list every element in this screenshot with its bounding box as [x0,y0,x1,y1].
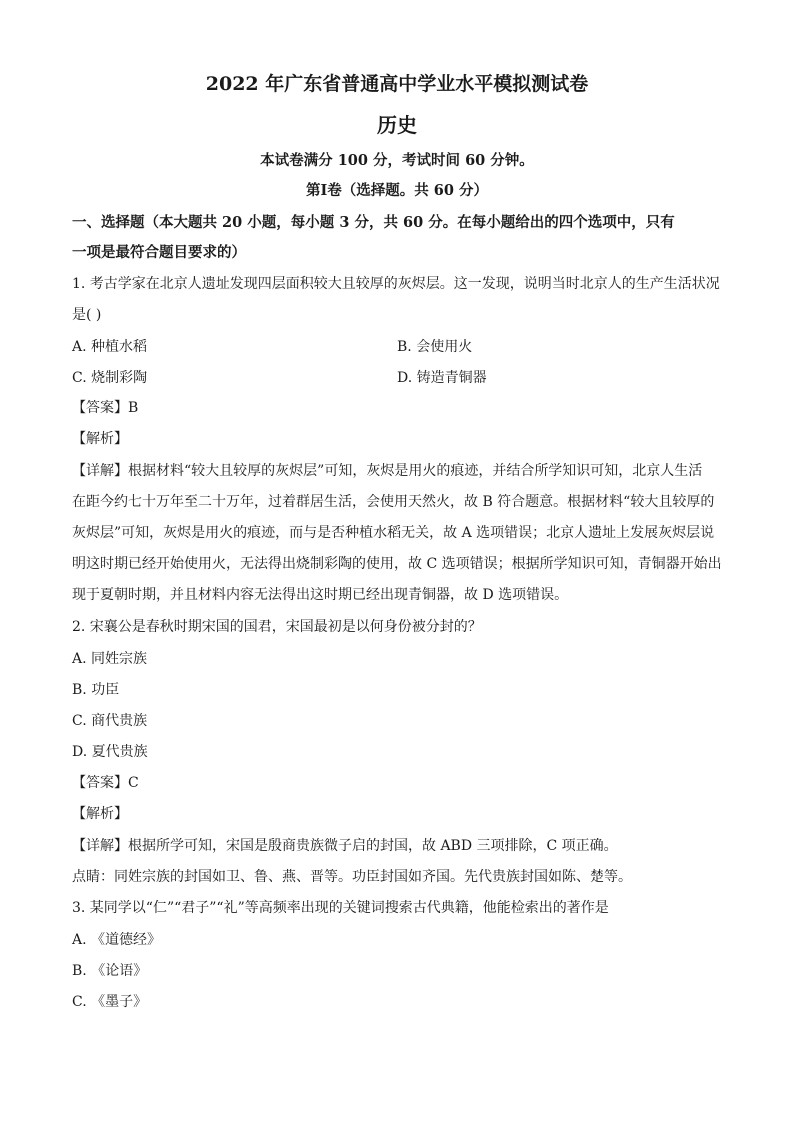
section-instructions-line1: 一、选择题（本大题共 20 小题，每小题 3 分，共 60 分。在每小题给出的四个选项中，只有 [72,214,675,231]
q1-detail-line1: 【详解】根据材料“较大且较厚的灰烬层”可知，灰烬是用火的痕迹，并结合所学知识可知，北京人生活 [72,463,703,479]
q1-stem-line1: 1. 考古学家在北京人遗址发现四层面积较大且较厚的灰烬层。这一发现，说明当时北京人的生产生活状况 [72,276,720,292]
q1-option-c: C. 烧制彩陶 [72,370,148,386]
q1-option-a: A. 种植水稻 [72,339,148,355]
exam-title: 2022 年广东省普通高中学业水平模拟测试卷 [205,73,589,95]
q1-answer: 【答案】B [72,400,139,416]
q1-option-d: D. 铸造青铜器 [397,370,487,386]
q2-option-b: B. 功臣 [72,682,120,698]
subject-heading: 历史 [377,113,417,137]
q1-detail-line5: 现于夏朝时期，并且材料内容无法得出这时期已经出现青铜器，故 D 选项错误。 [72,587,569,603]
q2-answer: 【答案】C [72,775,139,791]
q3-option-b: B. 《论语》 [72,963,148,979]
q2-note: 点睛：同姓宗族的封国如卫、鲁、燕、晋等。功臣封国如齐国。先代贵族封国如陈、楚等。 [72,869,632,885]
q1-detail-line2: 在距今约七十万年至二十万年，过着群居生活，会使用天然火，故 B 符合题意。根据材料“较大且较厚的 [72,494,715,510]
q1-analysis-label: 【解析】 [72,431,128,447]
q3-option-c: C. 《墨子》 [72,994,148,1010]
section-instructions-line2: 一项是最符合题目要求的） [72,244,246,261]
q2-option-a: A. 同姓宗族 [72,651,148,667]
q2-option-c: C. 商代贵族 [72,713,148,729]
q3-option-a: A. 《道德经》 [72,932,162,948]
q2-analysis-label: 【解析】 [72,806,128,822]
q1-detail-line4: 明这时期已经开始使用火，无法得出烧制彩陶的使用，故 C 选项错误；根据所学知识可知，青铜器开始出 [72,556,722,572]
score-info: 本试卷满分 100 分，考试时间 60 分钟。 [260,152,534,169]
q2-option-d: D. 夏代贵族 [72,744,148,760]
q1-stem-line2: 是( ) [72,307,102,323]
volume-info: 第Ⅰ卷（选择题。共 60 分） [305,182,489,199]
q3-stem: 3. 某同学以“仁”“君子”“礼”等高频率出现的关键词搜索古代典籍，他能检索出的著作是 [72,900,609,916]
q1-option-b: B. 会使用火 [397,339,473,355]
q2-detail: 【详解】根据所学可知，宋国是殷商贵族微子启的封国，故 ABD 三项排除，C 项正确。 [72,838,618,854]
q2-stem: 2. 宋襄公是春秋时期宋国的国君，宋国最初是以何身份被分封的？ [72,619,482,635]
q1-detail-line3: 灰烬层”可知，灰烬是用火的痕迹，而与是否种植水稻无关，故 A 选项错误；北京人遗址上发展灰烬层说 [72,525,715,541]
